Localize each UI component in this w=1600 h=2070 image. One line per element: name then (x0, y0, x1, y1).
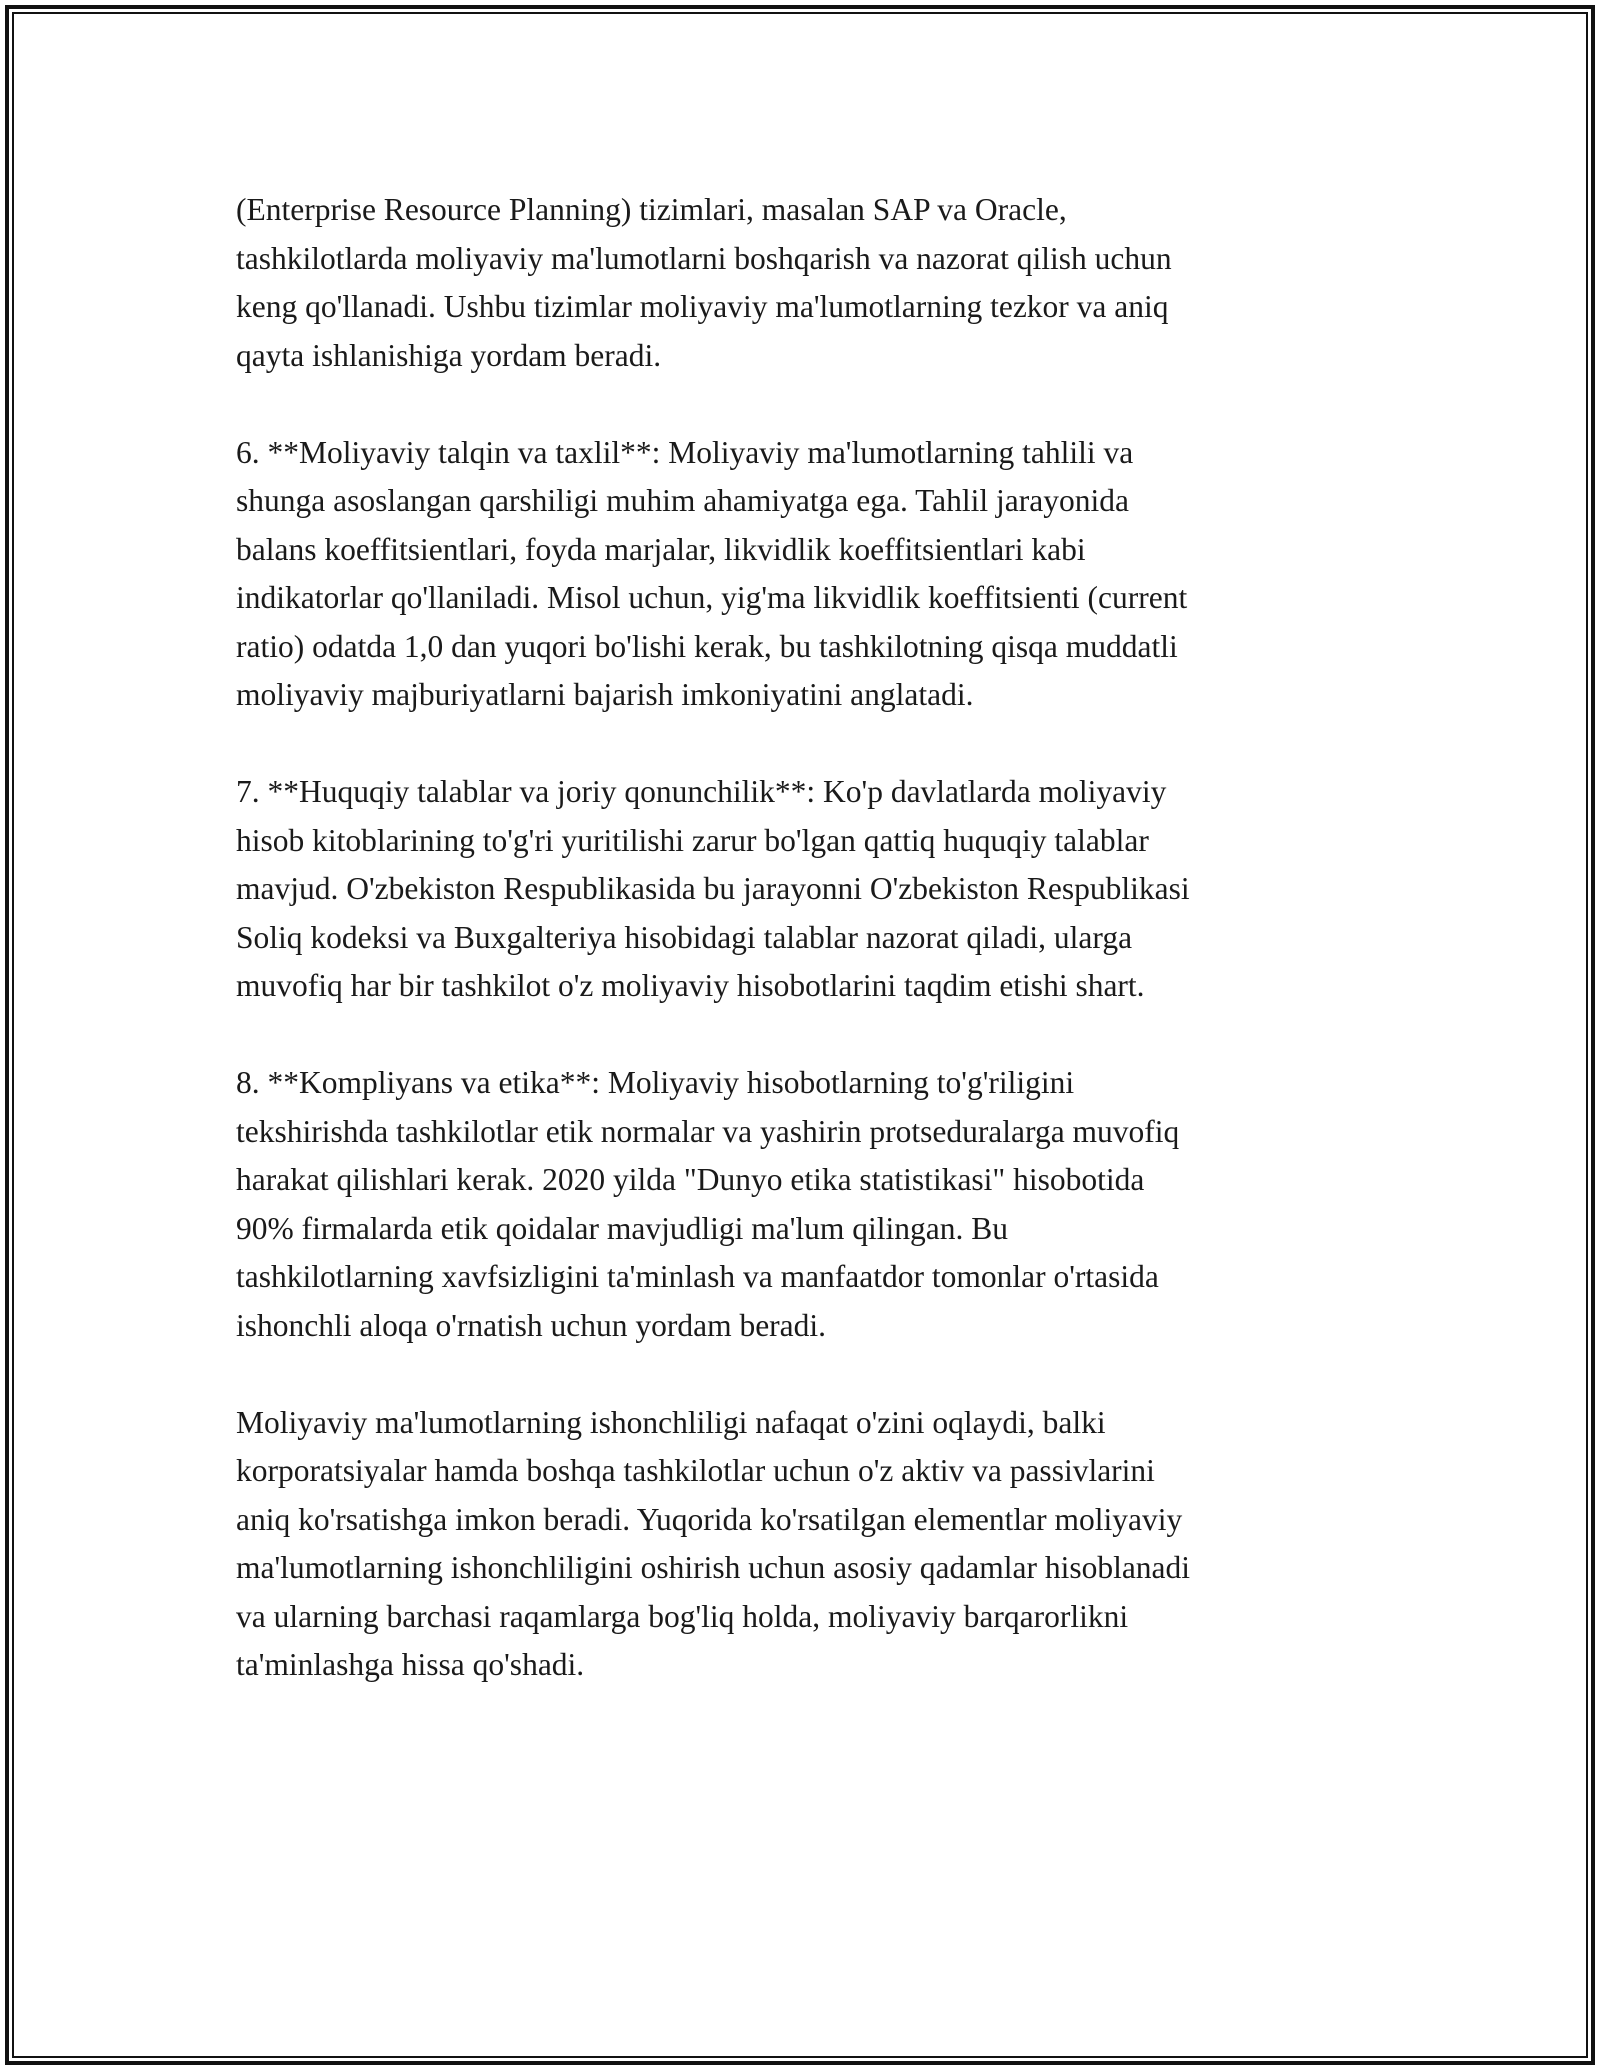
document-body (236, 186, 1366, 1690)
paragraph-compliance-ethics: 8. **Kompliyans va etika**: Moliyaviy hisobotlarning to'g'riligini tekshirishda tashkilotlar etik normalar va yashirin protseduralarga muvofiq harakat qilishlari kerak. 2020 yilda "Dunyo etika statistikasi" hisobotida 90% firmalarda etik qoidalar mavjudligi ma'lum qilingan. Bu tashkilotlarning xavfsizligini ta'minlash va manfaatdor tomonlar o'rtasida ishonchli aloqa o'rnatish uchun yordam beradi. (236, 1065, 1180, 1343)
paragraph-erp-systems: (Enterprise Resource Planning) tizimlari, masalan SAP va Oracle, tashkilotlarda moliyaviy ma'lumotlarni boshqarish va nazorat qilish uchun keng qo'llanadi. Ushbu tizimlar moliyaviy ma'lumotlarning tezkor va aniq qayta ishlanishiga yordam beradi. (236, 192, 1172, 373)
paragraph-financial-analysis: 6. **Moliyaviy talqin va taxlil**: Moliyaviy ma'lumotlarning tahlili va shunga asoslangan qarshiligi muhim ahamiyatga ega. Tahlil jarayonida balans koeffitsientlari, foyda marjalar, likvidlik koeffitsientlari kabi indikatorlar qo'llaniladi. Misol uchun, yig'ma likvidlik koeffitsienti (current ratio) odatda 1,0 dan yuqori bo'lishi kerak, bu tashkilotning qisqa muddatli moliyaviy majburiyatlarni bajarish imkoniyatini anglatadi. (236, 434, 1188, 712)
paragraph-legal-requirements: 7. **Huquqiy talablar va joriy qonunchilik**: Ko'p davlatlarda moliyaviy hisob kitoblarining to'g'ri yuritilishi zarur bo'lgan qattiq huquqiy talablar mavjud. O'zbekiston Respublikasida bu jarayonni O'zbekiston Respublikasi Soliq kodeksi va Buxgalteriya hisobidagi talablar nazorat qiladi, ularga muvofiq har bir tashkilot o'z moliyaviy hisobotlarini taqdim etishi shart. (236, 774, 1190, 1003)
paragraph-conclusion: Moliyaviy ma'lumotlarning ishonchliligi nafaqat o'zini oqlaydi, balki korporatsiyalar hamda boshqa tashkilotlar uchun o'z aktiv va passivlarini aniq ko'rsatishga imkon beradi. Yuqorida ko'rsatilgan elementlar moliyaviy ma'lumotlarning ishonchliligini oshirish uchun asosiy qadamlar hisoblanadi va ularning barchasi raqamlarga bog'liq holda, moliyaviy barqarorlikni ta'minlashga hissa qo'shadi. (236, 1404, 1191, 1682)
